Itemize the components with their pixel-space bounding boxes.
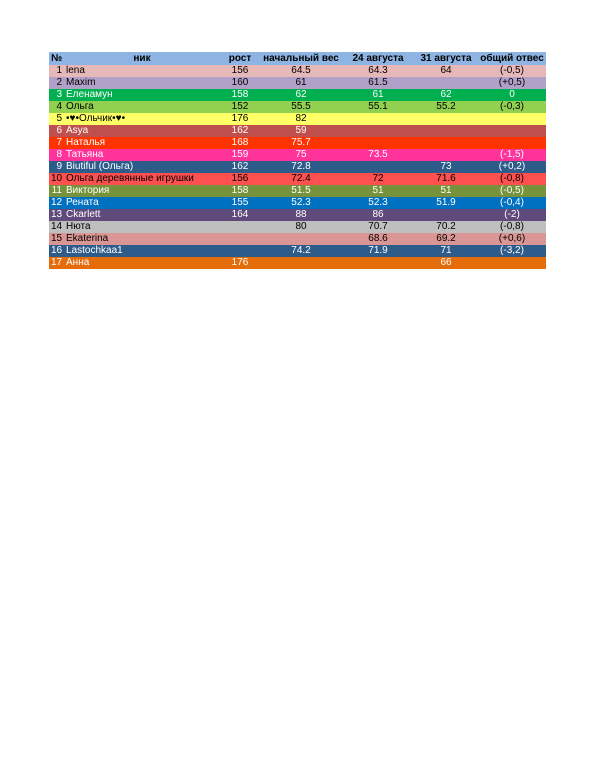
cell-height: 158: [231, 185, 249, 196]
header-aug24: 24 августа: [352, 52, 404, 64]
cell-aug24: [342, 137, 414, 149]
cell-height: 159: [231, 149, 249, 160]
cell-num: 8: [56, 149, 62, 160]
cell-total-loss: (-3,2): [500, 245, 524, 256]
cell-nick: Еленамун: [66, 89, 113, 100]
cell-total-loss: [478, 125, 546, 137]
cell-nick: •♥•Ольчик•♥•: [66, 113, 126, 124]
cell-total-loss: (-0,4): [500, 197, 524, 208]
cell-aug24: 64.3: [368, 65, 388, 76]
cell-total-loss: (-0,3): [500, 101, 524, 112]
table-row: [49, 185, 546, 197]
cell-aug31: 62: [440, 89, 452, 100]
cell-initial-weight: 80: [295, 221, 307, 232]
cell-num: 12: [51, 197, 63, 208]
cell-aug31: [414, 113, 478, 125]
table-row: [49, 221, 546, 233]
cell-nick: Татьяна: [66, 149, 104, 160]
cell-initial-weight: 82: [295, 113, 307, 124]
cell-num: 5: [56, 113, 62, 124]
cell-aug31: 66: [440, 257, 452, 268]
header-height: рост: [228, 52, 252, 64]
cell-total-loss: [478, 113, 546, 125]
cell-num: 6: [56, 125, 62, 136]
weight-tracking-table: [49, 52, 546, 269]
cell-initial-weight: 88: [295, 209, 307, 220]
cell-num: 13: [51, 209, 63, 220]
cell-total-loss: (-1,5): [500, 149, 524, 160]
cell-initial-weight: 55.5: [291, 101, 311, 112]
header-num: №: [51, 52, 63, 64]
cell-num: 7: [56, 137, 62, 148]
cell-num: 10: [51, 173, 63, 184]
cell-aug31: 64: [440, 65, 452, 76]
table-row: [49, 113, 546, 125]
table-row: [49, 233, 546, 245]
cell-num: 9: [56, 161, 62, 172]
table-row: [49, 209, 546, 221]
table-row: [49, 257, 546, 269]
header-nick: ник: [133, 52, 151, 64]
cell-total-loss: (-0,5): [500, 65, 524, 76]
cell-aug24: 55.1: [368, 101, 388, 112]
cell-num: 3: [56, 89, 62, 100]
table-row: [49, 89, 546, 101]
cell-nick: Наталья: [66, 137, 106, 148]
cell-aug24: [342, 113, 414, 125]
cell-height: 158: [231, 89, 249, 100]
cell-aug31: 55.2: [436, 101, 456, 112]
cell-nick: Biutiful (Ольга): [66, 161, 134, 172]
table-row: [49, 173, 546, 185]
cell-aug31: 51: [440, 185, 452, 196]
cell-total-loss: (+0,6): [498, 233, 526, 244]
cell-initial-weight: 51.5: [291, 185, 311, 196]
cell-aug24: [342, 161, 414, 173]
cell-height: 162: [231, 125, 249, 136]
cell-nick: Ekaterina: [66, 233, 109, 244]
cell-total-loss: [478, 137, 546, 149]
cell-aug24: 71.9: [368, 245, 388, 256]
cell-initial-weight: 64.5: [291, 65, 311, 76]
table-row: [49, 101, 546, 113]
cell-aug31: [414, 77, 478, 89]
cell-aug24: 86: [372, 209, 384, 220]
cell-height: 156: [231, 65, 249, 76]
table-row: [49, 149, 546, 161]
cell-height: 152: [231, 101, 249, 112]
cell-total-loss: (-0,8): [500, 173, 524, 184]
cell-height: 176: [231, 113, 249, 124]
table-row: [49, 125, 546, 137]
cell-num: 17: [51, 257, 63, 268]
cell-num: 2: [56, 77, 62, 88]
cell-initial-weight: 74.2: [291, 245, 311, 256]
cell-total-loss: 0: [509, 89, 515, 100]
table-row: [49, 197, 546, 209]
cell-nick: Maxim: [66, 77, 96, 88]
cell-aug31: [414, 137, 478, 149]
cell-aug31: 51.9: [436, 197, 456, 208]
cell-num: 4: [56, 101, 62, 112]
cell-height: 164: [231, 209, 249, 220]
cell-num: 1: [56, 65, 62, 76]
header-row: [49, 52, 546, 65]
cell-aug24: 70.7: [368, 221, 388, 232]
cell-total-loss: (-0,5): [500, 185, 524, 196]
cell-height: 168: [231, 137, 249, 148]
cell-initial-weight: 72.8: [291, 161, 311, 172]
cell-aug24: [342, 257, 414, 269]
cell-aug31: 71: [440, 245, 452, 256]
cell-aug31: 73: [440, 161, 452, 172]
cell-initial-weight: [260, 257, 342, 269]
cell-initial-weight: 61: [295, 77, 307, 88]
table-body: [49, 65, 546, 269]
cell-nick: Ckarlett: [66, 209, 101, 220]
cell-aug24: 61.5: [368, 77, 388, 88]
cell-nick: lena: [66, 65, 85, 76]
cell-num: 16: [51, 245, 63, 256]
cell-aug24: 51: [372, 185, 384, 196]
cell-num: 11: [51, 185, 62, 196]
cell-aug24: 72: [372, 173, 384, 184]
cell-total-loss: [478, 257, 546, 269]
cell-nick: Нюта: [66, 221, 91, 232]
cell-aug31: [414, 125, 478, 137]
cell-initial-weight: 59: [295, 125, 307, 136]
cell-total-loss: (+0,5): [498, 77, 526, 88]
cell-aug31: 69.2: [436, 233, 456, 244]
header-total-loss: общий отвес: [480, 52, 544, 64]
cell-height: 162: [231, 161, 249, 172]
cell-height: [220, 245, 260, 257]
cell-total-loss: (-0,8): [500, 221, 524, 232]
cell-aug31: [414, 149, 478, 161]
table-row: [49, 65, 546, 77]
cell-initial-weight: 75.7: [291, 137, 311, 148]
cell-aug24: 61: [372, 89, 384, 100]
cell-aug24: 73.5: [368, 149, 388, 160]
cell-nick: Анна: [66, 257, 90, 268]
cell-aug24: 68.6: [368, 233, 388, 244]
cell-initial-weight: 75: [295, 149, 307, 160]
cell-aug24: [342, 125, 414, 137]
header-aug31: 31 августа: [420, 52, 472, 64]
cell-nick: Виктория: [66, 185, 110, 196]
cell-height: [220, 233, 260, 245]
cell-height: 155: [231, 197, 249, 208]
cell-initial-weight: [260, 233, 342, 245]
cell-aug31: 71.6: [436, 173, 456, 184]
cell-num: 14: [51, 221, 63, 232]
cell-aug31: 70.2: [436, 221, 456, 232]
cell-height: 160: [231, 77, 249, 88]
cell-aug31: [414, 209, 478, 221]
cell-nick: Рената: [66, 197, 99, 208]
cell-nick: Ольга: [66, 101, 94, 112]
cell-total-loss: (-2): [504, 209, 520, 220]
cell-nick: Ольга деревянные игрушки: [66, 173, 194, 184]
cell-aug24: 52.3: [368, 197, 388, 208]
cell-height: 176: [231, 257, 249, 268]
table-row: [49, 77, 546, 89]
cell-nick: Lastochkaa1: [66, 245, 123, 256]
cell-initial-weight: 62: [295, 89, 307, 100]
table-row: [49, 161, 546, 173]
cell-height: 156: [231, 173, 249, 184]
cell-initial-weight: 72.4: [291, 173, 311, 184]
cell-initial-weight: 52.3: [291, 197, 311, 208]
cell-total-loss: (+0,2): [498, 161, 526, 172]
cell-num: 15: [51, 233, 63, 244]
table-row: [49, 245, 546, 257]
header-initial-weight: начальный вес: [263, 52, 339, 64]
table-row: [49, 137, 546, 149]
cell-nick: Asya: [66, 125, 89, 136]
cell-height: [220, 221, 260, 233]
